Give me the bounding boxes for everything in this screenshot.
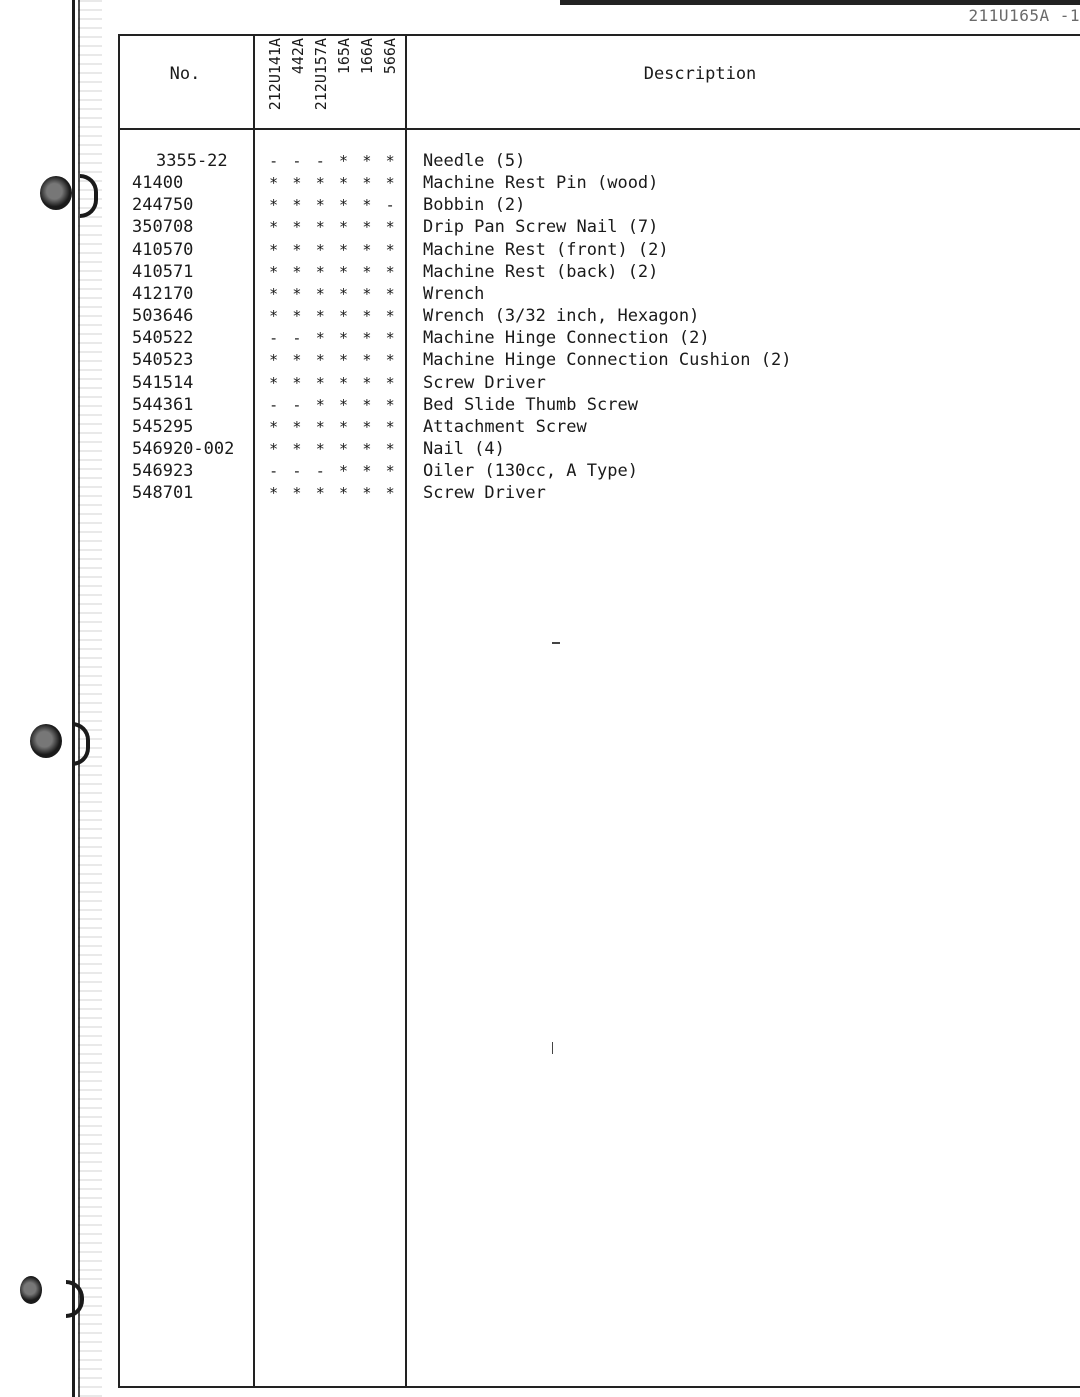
model-mark: * xyxy=(315,307,325,326)
part-description: Machine Rest Pin (wood) xyxy=(423,173,659,194)
model-mark: * xyxy=(269,262,279,281)
model-mark: - xyxy=(315,462,325,481)
table-row xyxy=(0,194,1080,216)
model-mark: * xyxy=(385,240,395,259)
model-mark: * xyxy=(315,329,325,348)
part-description: Oiler (130cc, A Type) xyxy=(423,461,638,482)
model-mark: - xyxy=(315,152,325,170)
header-description: Description xyxy=(643,64,757,84)
model-mark: * xyxy=(339,307,349,326)
model-mark: * xyxy=(339,240,349,259)
model-mark: * xyxy=(385,284,395,303)
part-description: Nail (4) xyxy=(423,438,505,459)
model-mark: * xyxy=(269,284,279,303)
part-number: 41400 xyxy=(132,173,184,194)
model-mark: - xyxy=(292,462,302,481)
header-model: 166A xyxy=(358,38,376,75)
model-mark: * xyxy=(385,395,395,414)
header-model: 442A xyxy=(289,38,307,75)
model-mark: * xyxy=(385,307,395,326)
model-mark: * xyxy=(292,351,302,370)
model-mark: - xyxy=(292,152,302,170)
part-number: 545295 xyxy=(132,416,194,437)
part-description: Drip Pan Screw Nail (7) xyxy=(423,217,659,238)
model-mark: * xyxy=(339,284,349,303)
header-divider xyxy=(118,128,1080,130)
part-description: Wrench xyxy=(423,283,485,304)
table-row xyxy=(0,216,1080,238)
table-row xyxy=(0,283,1080,305)
scan-mark xyxy=(552,642,560,644)
table-row xyxy=(0,438,1080,460)
model-mark: * xyxy=(385,484,395,503)
model-mark: * xyxy=(269,484,279,503)
model-mark: - xyxy=(292,329,302,348)
model-mark: * xyxy=(362,218,372,237)
table-row xyxy=(0,150,1080,172)
table-row xyxy=(0,239,1080,261)
part-description: Screw Driver xyxy=(423,483,546,504)
model-mark: * xyxy=(269,240,279,259)
model-marks xyxy=(262,239,402,261)
model-mark: * xyxy=(292,174,302,193)
header-model: 212U141A xyxy=(266,38,284,111)
model-mark: * xyxy=(362,307,372,326)
model-mark: * xyxy=(315,240,325,259)
model-mark: - xyxy=(269,152,279,170)
model-mark: * xyxy=(292,240,302,259)
model-mark: * xyxy=(362,329,372,348)
table-row xyxy=(0,261,1080,283)
model-mark: * xyxy=(385,174,395,193)
model-mark: * xyxy=(269,218,279,237)
model-mark: * xyxy=(292,417,302,436)
model-mark: * xyxy=(339,196,349,215)
model-mark: * xyxy=(339,174,349,193)
model-marks xyxy=(262,482,402,504)
model-mark: * xyxy=(292,218,302,237)
punch-hole-icon xyxy=(20,1276,42,1304)
model-mark: * xyxy=(385,439,395,458)
model-mark: * xyxy=(362,439,372,458)
model-mark: * xyxy=(292,307,302,326)
part-description: Machine Hinge Connection (2) xyxy=(423,328,710,349)
part-description: Attachment Screw xyxy=(423,416,587,437)
part-description: Machine Rest (back) (2) xyxy=(423,261,659,282)
part-description: Wrench (3/32 inch, Hexagon) xyxy=(423,306,700,327)
model-mark: * xyxy=(269,351,279,370)
part-number: 412170 xyxy=(132,283,194,304)
part-number: 244750 xyxy=(132,195,194,216)
model-marks xyxy=(262,460,402,482)
model-mark: * xyxy=(339,439,349,458)
table-row xyxy=(0,305,1080,327)
header-model: 165A xyxy=(335,38,353,75)
document-id: 211U165A -1 xyxy=(968,6,1080,25)
model-mark: - xyxy=(385,196,395,215)
model-mark: * xyxy=(315,484,325,503)
model-marks xyxy=(262,327,402,349)
table-row xyxy=(0,372,1080,394)
model-mark: * xyxy=(362,351,372,370)
model-mark: * xyxy=(269,196,279,215)
model-mark: * xyxy=(315,417,325,436)
model-marks xyxy=(262,305,402,327)
table-row xyxy=(0,172,1080,194)
model-mark: * xyxy=(362,240,372,259)
model-mark: - xyxy=(269,329,279,348)
part-number: 350708 xyxy=(132,217,194,238)
top-rule xyxy=(560,0,1080,5)
model-mark: * xyxy=(292,373,302,392)
model-mark: * xyxy=(339,262,349,281)
model-mark: - xyxy=(269,462,279,481)
model-mark: * xyxy=(292,439,302,458)
table-row xyxy=(0,349,1080,371)
model-mark: * xyxy=(385,329,395,348)
part-number: 503646 xyxy=(132,306,194,327)
model-marks xyxy=(262,261,402,283)
model-mark: * xyxy=(269,307,279,326)
model-marks xyxy=(262,150,402,172)
model-mark: * xyxy=(385,218,395,237)
header-model: 212U157A xyxy=(312,38,330,111)
model-mark: - xyxy=(269,395,279,414)
model-mark: * xyxy=(315,262,325,281)
model-mark: * xyxy=(292,196,302,215)
model-mark: * xyxy=(269,417,279,436)
table-row xyxy=(0,327,1080,349)
model-mark: * xyxy=(339,484,349,503)
model-mark: * xyxy=(339,395,349,414)
model-marks xyxy=(262,416,402,438)
model-mark: * xyxy=(362,395,372,414)
model-mark: * xyxy=(339,462,349,481)
model-mark: * xyxy=(385,351,395,370)
model-mark: * xyxy=(385,373,395,392)
model-mark: * xyxy=(385,262,395,281)
model-mark: * xyxy=(362,484,372,503)
model-mark: - xyxy=(292,395,302,414)
model-mark: * xyxy=(292,484,302,503)
table-row xyxy=(0,394,1080,416)
part-number: 544361 xyxy=(132,394,194,415)
model-marks xyxy=(262,349,402,371)
part-description: Machine Rest (front) (2) xyxy=(423,239,669,260)
table-row xyxy=(0,460,1080,482)
model-mark: * xyxy=(362,152,372,170)
part-number: 548701 xyxy=(132,483,194,504)
part-number: 410571 xyxy=(132,261,194,282)
model-mark: * xyxy=(362,174,372,193)
model-marks xyxy=(262,394,402,416)
punch-hole-icon xyxy=(30,724,62,758)
model-mark: * xyxy=(339,218,349,237)
header-number: No. xyxy=(169,64,201,84)
model-mark: * xyxy=(362,284,372,303)
model-mark: * xyxy=(315,218,325,237)
model-marks xyxy=(262,372,402,394)
model-mark: * xyxy=(269,439,279,458)
part-number: 546923 xyxy=(132,461,194,482)
model-mark: * xyxy=(385,152,395,170)
model-marks xyxy=(262,172,402,194)
model-mark: * xyxy=(292,262,302,281)
model-marks xyxy=(262,216,402,238)
part-description: Needle (5) xyxy=(423,151,526,171)
part-number: 3355-22 xyxy=(156,151,228,171)
model-mark: * xyxy=(362,262,372,281)
part-description: Screw Driver xyxy=(423,372,546,393)
part-description: Machine Hinge Connection Cushion (2) xyxy=(423,350,792,371)
model-mark: * xyxy=(292,284,302,303)
model-mark: * xyxy=(339,152,349,170)
model-mark: * xyxy=(269,373,279,392)
model-mark: * xyxy=(362,196,372,215)
model-marks xyxy=(262,438,402,460)
scan-mark xyxy=(552,1042,553,1054)
model-mark: * xyxy=(315,174,325,193)
model-mark: * xyxy=(362,373,372,392)
model-mark: * xyxy=(385,462,395,481)
model-mark: * xyxy=(339,373,349,392)
header-model: 566A xyxy=(381,38,399,75)
model-mark: * xyxy=(315,439,325,458)
model-mark: * xyxy=(339,329,349,348)
model-mark: * xyxy=(315,351,325,370)
model-mark: * xyxy=(269,174,279,193)
table-row xyxy=(0,482,1080,504)
model-mark: * xyxy=(362,462,372,481)
part-number: 540522 xyxy=(132,328,194,349)
model-mark: * xyxy=(315,373,325,392)
part-number: 541514 xyxy=(132,372,194,393)
model-marks xyxy=(262,283,402,305)
model-mark: * xyxy=(339,351,349,370)
model-mark: * xyxy=(315,196,325,215)
part-description: Bobbin (2) xyxy=(423,195,526,216)
model-mark: * xyxy=(339,417,349,436)
model-mark: * xyxy=(362,417,372,436)
model-mark: * xyxy=(315,395,325,414)
part-number: 540523 xyxy=(132,350,194,371)
part-number: 410570 xyxy=(132,239,194,260)
model-mark: * xyxy=(385,417,395,436)
model-mark: * xyxy=(315,284,325,303)
part-number: 546920-002 xyxy=(132,438,235,459)
part-description: Bed Slide Thumb Screw xyxy=(423,394,638,415)
model-marks xyxy=(262,194,402,216)
table-row xyxy=(0,416,1080,438)
